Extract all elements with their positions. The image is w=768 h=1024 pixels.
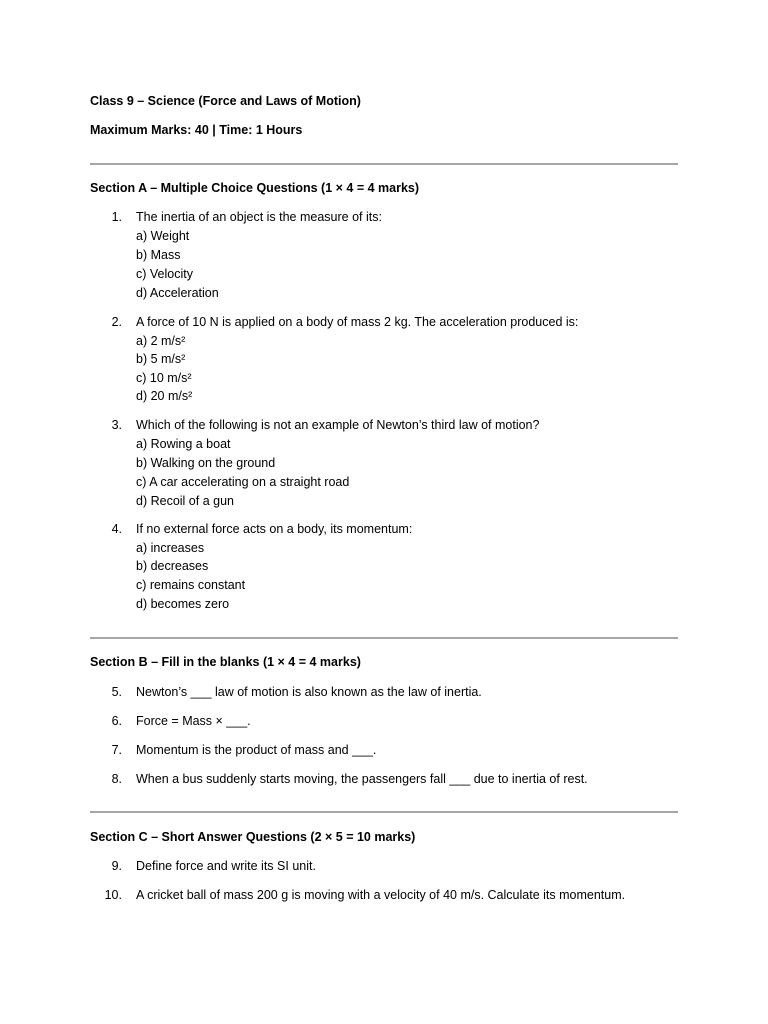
worksheet-title: Class 9 – Science (Force and Laws of Motion): [90, 94, 361, 108]
question-number: 4.: [111, 522, 122, 536]
marks-and-time: Maximum Marks: 40 | Time: 1 Hours: [90, 123, 303, 137]
answer-option: a) increases: [136, 541, 205, 555]
answer-option: d) Acceleration: [136, 286, 219, 300]
question-text: A cricket ball of mass 200 g is moving with a velocity of 40 m/s. Calculate its momentum.: [136, 888, 626, 902]
question-text: A force of 10 N is applied on a body of mass 2 kg. The acceleration produced is:: [136, 315, 579, 329]
answer-option: c) remains constant: [136, 578, 246, 592]
question-number: 8.: [111, 772, 122, 786]
answer-option: c) 10 m/s²: [136, 371, 192, 385]
question-text: If no external force acts on a body, its momentum:: [136, 522, 413, 536]
answer-option: c) Velocity: [136, 267, 193, 281]
divider: [90, 811, 678, 813]
answer-option: b) 5 m/s²: [136, 352, 186, 366]
answer-option: b) decreases: [136, 559, 209, 573]
section-b-heading: Section B – Fill in the blanks (1 × 4 = 4 marks): [90, 655, 361, 669]
question-text: Define force and write its SI unit.: [136, 859, 316, 873]
answer-option: b) Mass: [136, 248, 181, 262]
answer-option: d) 20 m/s²: [136, 389, 193, 403]
answer-option: c) A car accelerating on a straight road: [136, 475, 350, 489]
question-number: 5.: [111, 685, 122, 699]
answer-option: d) becomes zero: [136, 597, 230, 611]
divider: [90, 637, 678, 639]
question-text: Momentum is the product of mass and ___.: [136, 743, 377, 757]
question-text: When a bus suddenly starts moving, the passengers fall ___ due to inertia of rest.: [136, 772, 588, 786]
question-text: Which of the following is not an example of Newton’s third law of motion?: [136, 418, 540, 432]
answer-option: a) 2 m/s²: [136, 334, 186, 348]
divider: [90, 163, 678, 165]
answer-option: d) Recoil of a gun: [136, 494, 234, 508]
question-text: Newton’s ___ law of motion is also known as the law of inertia.: [136, 685, 482, 699]
question-text: The inertia of an object is the measure of its:: [136, 210, 382, 224]
question-number: 9.: [111, 859, 122, 873]
question-number: 7.: [111, 743, 122, 757]
section-a-heading: Section A – Multiple Choice Questions (1 × 4 = 4 marks): [90, 181, 420, 195]
question-number: 2.: [111, 315, 122, 329]
question-number: 3.: [111, 418, 122, 432]
answer-option: b) Walking on the ground: [136, 456, 276, 470]
question-number: 1.: [111, 210, 122, 224]
question-text: Force = Mass × ___.: [136, 714, 251, 728]
answer-option: a) Rowing a boat: [136, 437, 231, 451]
question-number: 6.: [111, 714, 122, 728]
question-number: 10.: [104, 888, 122, 902]
section-c-heading: Section C – Short Answer Questions (2 × 5 = 10 marks): [90, 830, 416, 844]
answer-option: a) Weight: [136, 229, 190, 243]
